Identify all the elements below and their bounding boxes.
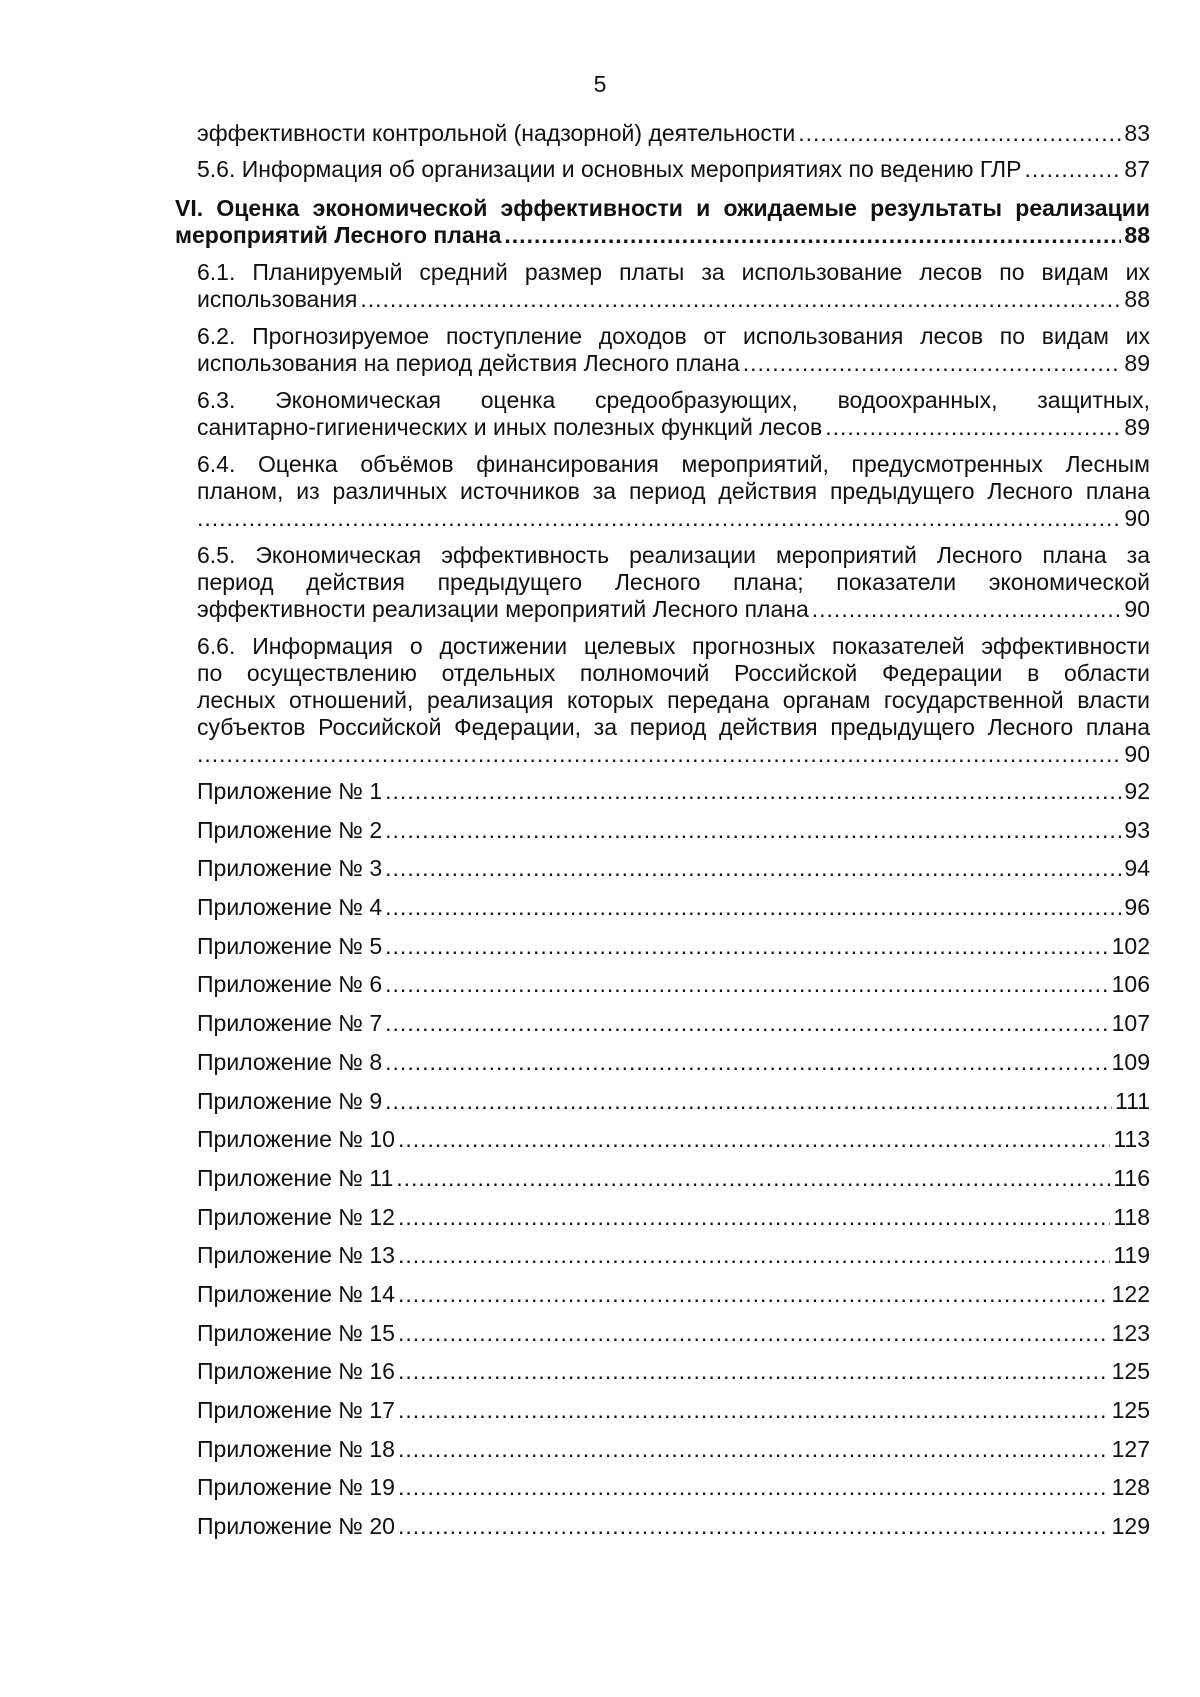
toc-entry-appendix-10[interactable] [197, 1126, 1150, 1153]
toc-page-ref: 90 [1124, 505, 1150, 531]
appendix-label: Приложение № 2 [197, 816, 383, 843]
toc-page-ref: 93 [1124, 816, 1150, 843]
toc-entry-6-1[interactable] [197, 259, 1150, 313]
toc-entry-5-5-continuation[interactable] [197, 120, 1150, 147]
leader-dots [385, 894, 1121, 921]
toc-page-ref: 106 [1111, 971, 1150, 998]
leader-dots [825, 414, 1121, 441]
toc-entry-line: планом, из различных источников за период действия предыдущего Лесного плана [197, 478, 1150, 504]
toc-page-ref: 102 [1111, 932, 1150, 959]
toc-page-ref: 89 [1124, 414, 1150, 440]
toc-page-ref: 109 [1111, 1048, 1150, 1075]
toc-entry-appendix-5[interactable] [197, 933, 1150, 960]
toc-page-ref: 116 [1113, 1164, 1150, 1191]
toc-page-ref: 128 [1111, 1474, 1150, 1501]
leader-dots [385, 1010, 1108, 1037]
leader-dots [396, 1165, 1110, 1192]
toc-page-ref: 123 [1111, 1319, 1150, 1346]
toc-entry-line: период действия предыдущего Лесного плана; показатели экономической [197, 569, 1150, 595]
leader-dots [398, 1397, 1109, 1424]
toc-entry-appendix-13[interactable] [197, 1242, 1150, 1269]
toc-page-ref: 89 [1124, 350, 1150, 376]
table-of-contents [175, 120, 1150, 1552]
leader-dots [385, 1049, 1108, 1076]
toc-entry-appendix-14[interactable] [197, 1281, 1150, 1308]
leader-dots [385, 933, 1108, 960]
appendix-label: Приложение № 13 [197, 1242, 395, 1269]
toc-entry-text: эффективности реализации мероприятий Лесного плана [197, 596, 809, 622]
leader-dots [360, 286, 1121, 313]
leader-dots [398, 1281, 1109, 1308]
toc-page-ref: 125 [1111, 1358, 1150, 1385]
toc-page-ref: 88 [1124, 286, 1150, 312]
toc-entry-line: 6.4. Оценка объёмов финансирования мероприятий, предусмотренных Лесным [197, 451, 1150, 477]
toc-entry-line: 6.1. Планируемый средний размер платы за использование лесов по видам их [197, 259, 1150, 285]
leader-dots [398, 1204, 1110, 1231]
appendix-label: Приложение № 17 [197, 1397, 395, 1423]
leader-dots [812, 596, 1122, 623]
toc-page-ref: 125 [1111, 1397, 1150, 1423]
toc-entry-appendix-15[interactable] [197, 1320, 1150, 1347]
leader-dots [197, 741, 1121, 768]
appendix-label: Приложение № 7 [197, 1010, 383, 1037]
appendix-label: Приложение № 5 [197, 932, 383, 959]
leader-dots [385, 1088, 1112, 1115]
toc-entry-appendix-9[interactable] [197, 1088, 1150, 1115]
toc-entry-appendix-18[interactable] [197, 1436, 1150, 1463]
leader-dots [398, 1320, 1109, 1347]
toc-page-ref: 111 [1115, 1087, 1150, 1114]
toc-page-ref: 90 [1124, 596, 1150, 622]
appendix-list [175, 778, 1150, 1540]
toc-entry-appendix-3[interactable] [197, 855, 1150, 882]
toc-page-ref: 127 [1111, 1435, 1150, 1462]
appendix-label: Приложение № 11 [197, 1164, 394, 1191]
toc-entry-appendix-8[interactable] [197, 1049, 1150, 1076]
toc-entry-line: субъектов Российской Федерации, за период действия предыдущего Лесного плана [197, 714, 1150, 740]
toc-entry-6-2[interactable] [197, 323, 1150, 377]
toc-entry-appendix-6[interactable] [197, 971, 1150, 998]
appendix-label: Приложение № 8 [197, 1048, 383, 1075]
leader-dots [1024, 156, 1121, 183]
toc-page-ref: 113 [1113, 1126, 1150, 1153]
leader-dots [197, 505, 1121, 532]
toc-entry-appendix-4[interactable] [197, 894, 1150, 921]
toc-entry-text: 5.6. Информация об организации и основных мероприятиях по ведению ГЛР [197, 156, 1022, 182]
toc-entry-line: 6.6. Информация о достижении целевых прогнозных показателей эффективности [197, 633, 1150, 659]
toc-entry-appendix-17[interactable] [197, 1397, 1150, 1424]
toc-entry-line: лесных отношений, реализация которых передана органам государственной власти [197, 687, 1150, 713]
toc-page-ref: 92 [1124, 778, 1150, 804]
leader-dots [398, 1126, 1110, 1153]
toc-page-ref: 83 [1124, 120, 1150, 146]
toc-entry-line: по осуществлению отдельных полномочий Российской Федерации в области [197, 660, 1150, 686]
leader-dots [504, 222, 1121, 249]
toc-entry-appendix-12[interactable] [197, 1204, 1150, 1231]
toc-entry-text: мероприятий Лесного плана [175, 222, 502, 248]
toc-entry-line: 6.3. Экономическая оценка средообразующих, водоохранных, защитных, [197, 387, 1150, 413]
toc-entry-6-5[interactable] [197, 542, 1150, 623]
toc-page-ref: 122 [1111, 1280, 1150, 1307]
toc-entry-appendix-2[interactable] [197, 817, 1150, 844]
leader-dots [385, 971, 1108, 998]
toc-entry-text: использования [197, 286, 358, 312]
leader-dots [743, 350, 1122, 377]
toc-section-vi[interactable] [175, 195, 1150, 249]
toc-entry-line: 6.2. Прогнозируемое поступление доходов от использования лесов по видам их [197, 323, 1150, 349]
toc-entry-line: VI. Оценка экономической эффективности и ожидаемые результаты реализации [175, 195, 1150, 221]
leader-dots [398, 1436, 1109, 1463]
appendix-label: Приложение № 9 [197, 1087, 383, 1114]
appendix-label: Приложение № 16 [197, 1358, 395, 1385]
toc-page-ref: 87 [1124, 156, 1150, 182]
toc-entry-appendix-7[interactable] [197, 1010, 1150, 1037]
leader-dots [398, 1242, 1110, 1269]
toc-entry-line: 6.5. Экономическая эффективность реализации мероприятий Лесного плана за [197, 542, 1150, 568]
toc-entry-appendix-11[interactable] [197, 1165, 1150, 1192]
appendix-label: Приложение № 19 [197, 1474, 395, 1501]
appendix-label: Приложение № 1 [197, 778, 383, 804]
appendix-label: Приложение № 4 [197, 894, 383, 921]
toc-page-ref: 90 [1124, 741, 1150, 767]
leader-dots [385, 855, 1121, 882]
leader-dots [385, 817, 1121, 844]
toc-entry-appendix-16[interactable] [197, 1358, 1150, 1385]
toc-entry-text: использования на период действия Лесного плана [197, 350, 740, 376]
toc-page-ref: 118 [1113, 1203, 1150, 1230]
appendix-label: Приложение № 10 [197, 1126, 395, 1153]
toc-page-ref: 94 [1124, 855, 1150, 882]
leader-dots [385, 778, 1121, 805]
toc-entry-6-3[interactable] [197, 387, 1150, 441]
appendix-label: Приложение № 6 [197, 971, 383, 998]
toc-entry-appendix-19[interactable] [197, 1474, 1150, 1501]
toc-page-ref: 129 [1111, 1513, 1150, 1540]
toc-entry-6-4[interactable] [197, 451, 1150, 532]
leader-dots [798, 120, 1121, 147]
leader-dots [398, 1358, 1109, 1385]
appendix-label: Приложение № 15 [197, 1319, 395, 1346]
toc-entry-appendix-20[interactable] [197, 1513, 1150, 1540]
appendix-label: Приложение № 18 [197, 1435, 395, 1462]
appendix-label: Приложение № 3 [197, 855, 383, 882]
toc-entry-text: санитарно-гигиенических и иных полезных функций лесов [197, 414, 823, 440]
appendix-label: Приложение № 14 [197, 1280, 395, 1307]
toc-page-ref: 107 [1111, 1010, 1150, 1037]
toc-page-ref: 119 [1113, 1242, 1150, 1269]
toc-page-ref: 88 [1124, 222, 1150, 248]
toc-entry-6-6[interactable] [197, 633, 1150, 768]
toc-entry-appendix-1[interactable] [197, 778, 1150, 805]
leader-dots [398, 1513, 1109, 1540]
leader-dots [398, 1474, 1109, 1501]
page-number: 5 [593, 71, 607, 97]
toc-page-ref: 96 [1124, 894, 1150, 921]
toc-entry-text: эффективности контрольной (надзорной) деятельности [197, 120, 796, 146]
toc-entry-5-6[interactable] [197, 156, 1150, 183]
appendix-label: Приложение № 20 [197, 1513, 395, 1540]
appendix-label: Приложение № 12 [197, 1203, 395, 1230]
